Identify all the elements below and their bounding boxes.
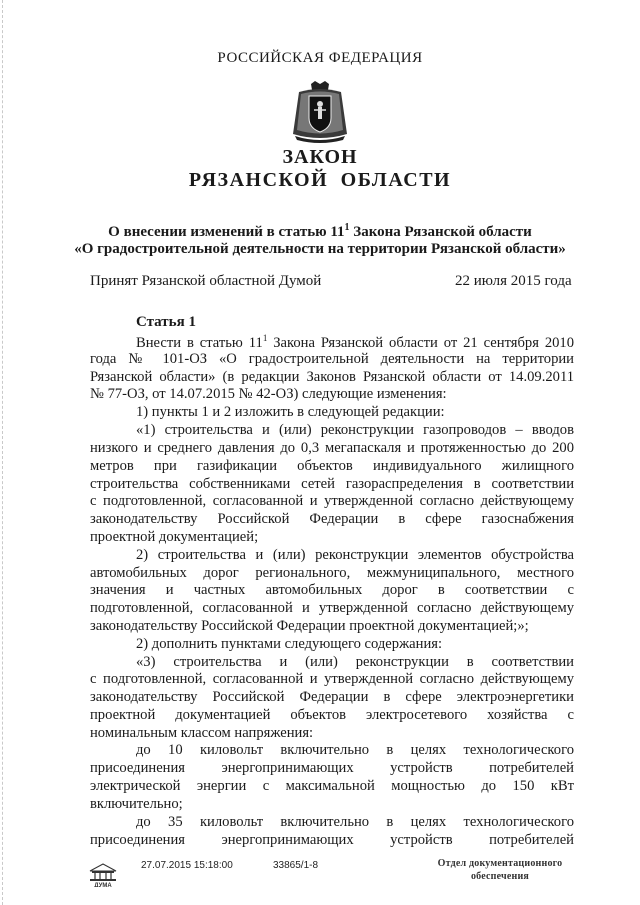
article-line: «3) строительства и (или) реконструкции в соответствии (136, 654, 574, 670)
article-line: до 10 киловольт включительно в целях технологического (136, 742, 574, 758)
subject-line-1: О внесении изменений в статью $11^1$ Закона Рязанской области (108, 222, 532, 240)
article-line: Рязанской области» (в редакции Законов Рязанской области от 14.09.2011 (90, 369, 574, 385)
article-line: строительства собственниками сетей газораспределения в соответствии (90, 476, 574, 492)
article-line: до 35 киловольт включительно в целях технологического (136, 814, 574, 830)
article-line: 2) дополнить пунктами следующего содержания: (136, 636, 443, 652)
article-line: значения и частных автомобильных дорог в соответствии с (90, 582, 574, 598)
article-line: 1) пункты 1 и 2 изложить в следующей редакции: (136, 404, 445, 420)
article-line: 2) строительства и (или) реконструкции элементов обустройства (136, 547, 574, 563)
duma-logo-icon (86, 861, 120, 887)
dept-line-2: обеспечения (470, 871, 530, 882)
article-line: номинальным классом напряжения: (90, 725, 314, 741)
article-line: «1) строительства и (или) реконструкции газопроводов – вводов (136, 422, 574, 438)
article-line: метров при газификации объектов индивидуального жилищного (90, 458, 574, 474)
article-line: проектной документацией объектов электросетевого хозяйства с (90, 707, 574, 723)
coat-of-arms-icon (287, 80, 353, 146)
article-line: включительно; (90, 796, 183, 812)
adopted-by: Принят Рязанской областной Думой (90, 273, 322, 289)
article-line: автомобильных дорог регионального, межмуниципального, местного (90, 565, 574, 581)
article-line: присоединения энергопринимающих устройств потребителей (90, 760, 574, 776)
article-line: присоединения энергопринимающих устройств потребителей (90, 832, 574, 848)
subject-line-2: «О градостроительной деятельности на территории Рязанской области» (74, 241, 566, 257)
footer-doc-number: 33865/1-8 (273, 860, 319, 871)
country-heading: РОССИЙСКАЯ ФЕДЕРАЦИЯ (217, 50, 423, 66)
page-edge-perforation (2, 0, 4, 905)
article-line: Внести в статью $11^1$ Закона Рязанской области от 21 сентября 2010 (136, 333, 575, 351)
article-line: законодательству Российской Федерации в сфере газоснабжения (90, 511, 574, 527)
article-line: № 77-ОЗ, от 14.07.2015 № 42-ОЗ) следующие изменения: (90, 386, 447, 402)
article-line: года № 101-ОЗ «О градостроительной деятельности на территории (90, 351, 574, 367)
article-line: с подготовленной, согласованной и утвержденной согласно действующему (90, 493, 574, 509)
article-line: подготовленной, согласованной и утвержденной согласно действующему (90, 600, 574, 616)
footer-timestamp: 27.07.2015 15:18:00 (141, 860, 233, 871)
region-title: РЯЗАНСКОЙ ОБЛАСТИ (188, 169, 452, 191)
duma-logo-label: ДУМА (94, 883, 112, 887)
article-line: электрической энергии с максимальной мощностью до 150 кВт (90, 778, 574, 794)
dept-line-1: Отдел документационного (437, 858, 563, 869)
law-title: ЗАКОН (282, 146, 358, 168)
article-line: законодательству Российской Федерации в сфере электроэнергетики (90, 689, 574, 705)
article-line: с подготовленной, согласованной и утвержденной согласно действующему (90, 671, 574, 687)
article-heading: Статья 1 (136, 314, 196, 330)
adopted-date: 22 июля 2015 года (455, 273, 572, 289)
article-line: низкого и среднего давления до 0,3 мегапаскаля и протяженностью до 200 (90, 440, 574, 456)
article-line: законодательству Российской Федерации проектной документацией;»; (90, 618, 529, 634)
article-line: проектной документацией; (90, 529, 259, 545)
